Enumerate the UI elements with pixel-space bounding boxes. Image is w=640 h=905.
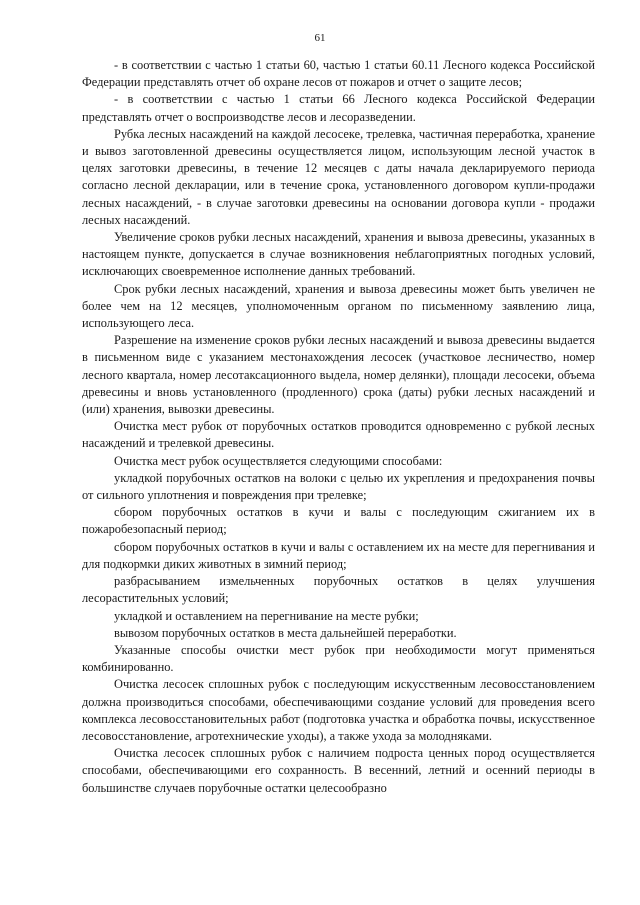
paragraph: - в соответствии с частью 1 статьи 60, частью 1 статьи 60.11 Лесного кодекса Российской Федерации представлять отчет об охране лесов от пожаров и отчет о защите лесов; [82, 58, 595, 90]
paragraph: разбрасыванием измельченных порубочных остатков в целях улучшения лесорастительных условий; [82, 574, 595, 606]
paragraph: Очистка мест рубок осуществляется следующими способами: [114, 453, 443, 468]
paragraph: Разрешение на изменение сроков рубки лесных насаждений и вывоза древесины выдается в письменном виде с указанием местонахождения лесосек (участковое лесничество, номер лесного квартала, номер лесотаксационного выдела, номер делянки), площади лесосеки, объема древесины и вновь установленного (продленного) срока (даты) рубки лесных насаждений и (или) хранения, вывозки древесины. [82, 333, 595, 417]
paragraph: Очистка лесосек сплошных рубок с наличием подроста ценных пород осуществляется способами, обеспечивающими его сохранность. В весенний, летний и осенний периоды в большинстве случаев порубочные остатки целесообразно [82, 746, 595, 795]
paragraph: сбором порубочных остатков в кучи и валы с последующим сжиганием их в пожаробезопасный период; [82, 505, 595, 537]
paragraph: Очистка лесосек сплошных рубок с последующим искусственным лесовосстановлением должна производиться способами, обеспечивающими создание условий для проведения всего комплекса лесовосстановительных работ (подготовка участка и обработка почвы, искусственное лесовосстановление, агротехнические уходы), а также ухода за молодняками. [82, 677, 595, 743]
paragraph: сбором порубочных остатков в кучи и валы с оставлением их на месте для перегнивания и для подкормки диких животных в зимний период; [82, 539, 595, 571]
paragraph: Срок рубки лесных насаждений, хранения и вывоза древесины может быть увеличен не более чем на 12 месяцев, уполномоченным органом по письменному заявлению лица, использующего леса. [82, 281, 595, 331]
paragraph: укладкой и оставлением на перегнивание на месте рубки; [114, 608, 419, 623]
paragraph: укладкой порубочных остатков на волоки с целью их укрепления и предохранения почвы от сильного уплотнения и повреждения при трелевке; [82, 470, 595, 503]
paragraph: Очистка мест рубок от порубочных остатков проводится одновременно с рубкой лесных насаждений и трелевкой древесины. [82, 419, 595, 451]
paragraph: - в соответствии с частью 1 статьи 66 Лесного кодекса Российской Федерации представлять отчет о воспроизводстве лесов и лесоразведении. [82, 92, 595, 124]
document-body [82, 57, 595, 797]
page-number: 61 [314, 32, 326, 44]
paragraph: вывозом порубочных остатков в места дальнейшей переработки. [114, 625, 457, 640]
paragraph: Увеличение сроков рубки лесных насаждений, хранения и вывоза древесины, указанных в настоящем пункте, допускается в случае возникновения неблагоприятных погодных условий, исключающих своевременное исполнение данных требований. [82, 230, 595, 279]
paragraph: Указанные способы очистки мест рубок при необходимости могут применяться комбинированно. [82, 642, 595, 675]
paragraph: Рубка лесных насаждений на каждой лесосеке, трелевка, частичная переработка, хранение и вывоз заготовленной древесины осуществляется лицом, использующим лесной участок в целях заготовки древесины, в течение 12 месяцев с даты начала декларируемого периода согласно лесной декларации, или в течение срока, установленного договором купли-продажи лесных насаждений, - в случае заготовки древесины на основании договора купли - продажи лесных насаждений. [82, 126, 595, 227]
